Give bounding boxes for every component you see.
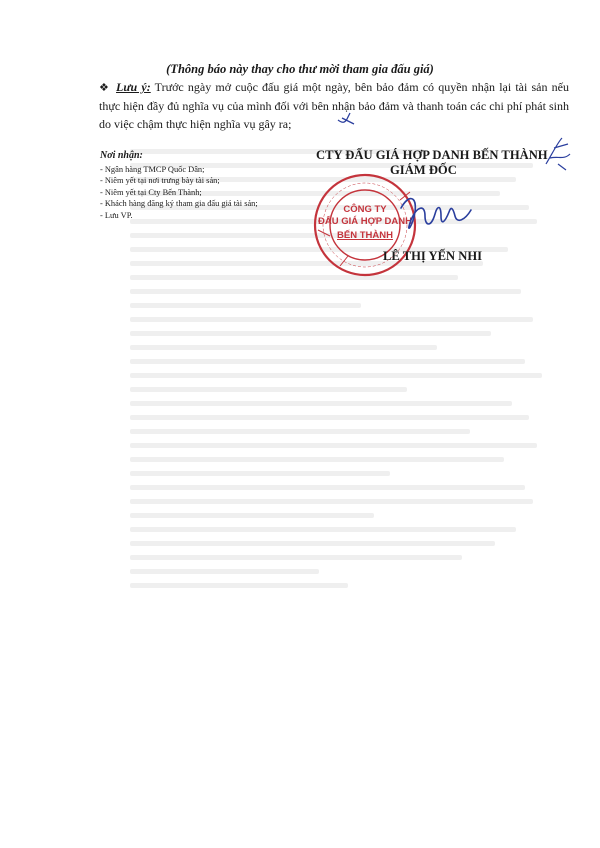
recipient-item: - Khách hàng đăng ký tham gia đấu giá tài sản; xyxy=(100,199,258,209)
stamp-line-2: ĐẤU GIÁ HỢP DANH xyxy=(318,216,412,227)
initials-mark-icon xyxy=(540,134,576,174)
invitation-note: (Thông báo này thay cho thư mời tham gia đấu giá) xyxy=(166,62,434,76)
organization-name: CTY ĐẤU GIÁ HỢP DANH BẾN THÀNH xyxy=(316,148,548,162)
signer-name: LÊ THỊ YẾN NHI xyxy=(383,249,483,263)
recipient-item: - Niêm yết tại nơi trưng bày tài sản; xyxy=(100,176,220,186)
recipients-title: Nơi nhận: xyxy=(100,150,143,161)
recipient-item: - Lưu VP. xyxy=(100,210,133,220)
recipient-item: - Ngân hàng TMCP Quốc Dân; xyxy=(100,164,205,174)
recipients-block xyxy=(100,150,340,222)
notice-paragraph xyxy=(99,78,569,133)
handwritten-signature xyxy=(395,186,475,246)
recipient-item: - Niêm yết tại Cty Bến Thành; xyxy=(100,187,202,197)
director-title: GIÁM ĐỐC xyxy=(390,163,457,177)
stamp-line-1: CÔNG TY xyxy=(343,204,387,215)
notice-text: Trước ngày mở cuộc đấu giá một ngày, bên bảo đảm có quyền nhận lại tài sản nếu thực hiện đầy đủ nghĩa vụ của mình đối với bên nhận bảo đảm và thanh toán các chi phí phát sinh do việc chậm thực hiện nghĩa vụ gây ra; xyxy=(99,80,569,131)
notice-label: Lưu ý: xyxy=(116,80,151,94)
stamp-line-3: BẾN THÀNH xyxy=(337,230,393,241)
diamond-bullet-icon: ❖ xyxy=(99,82,111,94)
pen-tick-icon xyxy=(336,111,358,127)
